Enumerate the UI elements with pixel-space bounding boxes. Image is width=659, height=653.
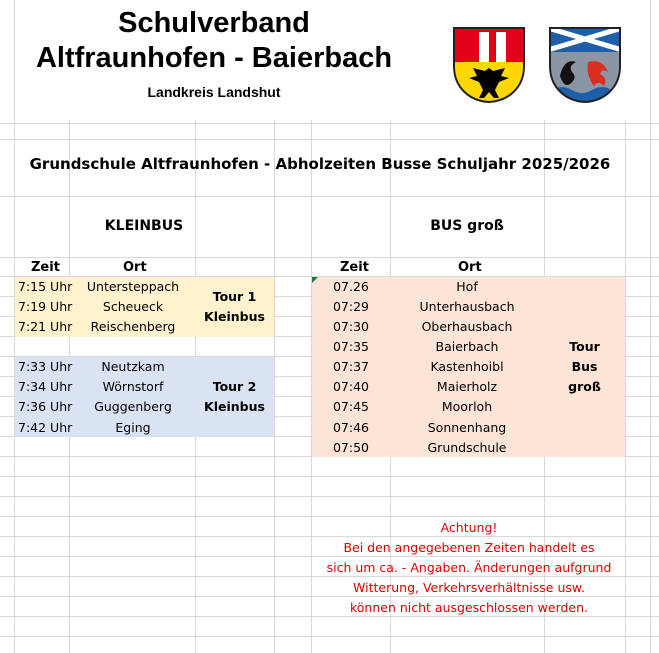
header-district: Landkreis Landshut	[147, 84, 281, 100]
header-municipalities: Altfraunhofen - Baierbach	[35, 42, 393, 74]
table-row-time: 07:30	[332, 319, 370, 334]
table-row-time: 7:34 Uhr	[18, 379, 73, 394]
table-row-place: Kastenhoibl	[430, 359, 504, 374]
bus-tour-label	[544, 337, 625, 397]
table-row-time: 07:40	[332, 379, 370, 394]
notice-line-2: Bei den angegebenen Zeiten handelt es	[343, 540, 595, 555]
table-row-time: 07:35	[332, 339, 370, 354]
tour1-label	[195, 287, 274, 327]
notice-line-5: können nicht ausgeschlossen werden.	[349, 600, 589, 615]
notice-line-1: Achtung!	[440, 520, 498, 535]
table-row-place: Moorloh	[441, 399, 493, 414]
bus-block	[312, 277, 625, 457]
baierbach-crest-icon	[548, 26, 622, 104]
bus-col-place: Ort	[458, 260, 482, 275]
table-row-time: 07:45	[332, 399, 370, 414]
table-row-time: 7:19 Uhr	[18, 299, 73, 314]
table-row-time: 07.26	[333, 279, 369, 294]
table-row-place: Reischenberg	[90, 319, 176, 334]
bus-tour-label-line3: groß	[568, 379, 601, 394]
kleinbus-heading: KLEINBUS	[104, 218, 184, 234]
bus-tour-label-line1: Tour	[569, 339, 600, 354]
tour2-label	[195, 377, 274, 417]
table-row-time: 07:29	[332, 299, 370, 314]
table-row-time: 07:37	[332, 359, 370, 374]
bus-heading: BUS groß	[430, 218, 504, 234]
kleinbus-col-time: Zeit	[31, 260, 60, 275]
table-row-time: 7:21 Uhr	[18, 319, 73, 334]
kleinbus-col-place: Ort	[123, 260, 147, 275]
tour1-label-line1: Tour 1	[212, 289, 257, 304]
header-school-association: Schulverband	[118, 7, 310, 39]
table-row-time: 7:36 Uhr	[18, 399, 73, 414]
table-row-place: Neutzkam	[101, 359, 165, 374]
table-row-time: 7:42 Uhr	[18, 420, 73, 435]
altfraunhofen-crest-icon	[452, 26, 526, 104]
table-row-place: Unterhausbach	[419, 299, 515, 314]
table-row-time: 07:50	[332, 440, 370, 455]
table-row-place: Untersteppach	[86, 279, 180, 294]
page-title: Grundschule Altfraunhofen - Abholzeiten Busse Schuljahr 2025/2026	[29, 155, 611, 173]
table-row-place: Guggenberg	[94, 399, 172, 414]
table-row-place: Sonnenhang	[427, 420, 507, 435]
tour1-label-line2: Kleinbus	[204, 309, 265, 324]
notice-line-4: Witterung, Verkehrsverhältnisse usw.	[353, 580, 585, 595]
table-row-time: 7:33 Uhr	[18, 359, 73, 374]
table-row-place: Grundschule	[427, 440, 507, 455]
table-row-place: Eging	[115, 420, 151, 435]
table-row-place: Scheueck	[102, 299, 164, 314]
table-row-place: Oberhausbach	[421, 319, 513, 334]
tour1-block	[15, 277, 274, 337]
table-row-place: Baierbach	[435, 339, 499, 354]
table-row-time: 7:15 Uhr	[18, 279, 73, 294]
bus-tour-label-line2: Bus	[571, 359, 598, 374]
bus-col-time: Zeit	[340, 260, 369, 275]
tour2-label-line2: Kleinbus	[204, 399, 265, 414]
tour2-block	[15, 357, 274, 437]
notice-box	[314, 518, 624, 618]
table-row-time: 07:46	[332, 420, 370, 435]
table-row-place: Wörnstorf	[102, 379, 164, 394]
tour2-label-line1: Tour 2	[212, 379, 257, 394]
table-row-place: Hof	[456, 279, 478, 294]
table-row-place: Maierholz	[436, 379, 498, 394]
notice-line-3: sich um ca. - Angaben. Änderungen aufgrund	[326, 560, 612, 575]
